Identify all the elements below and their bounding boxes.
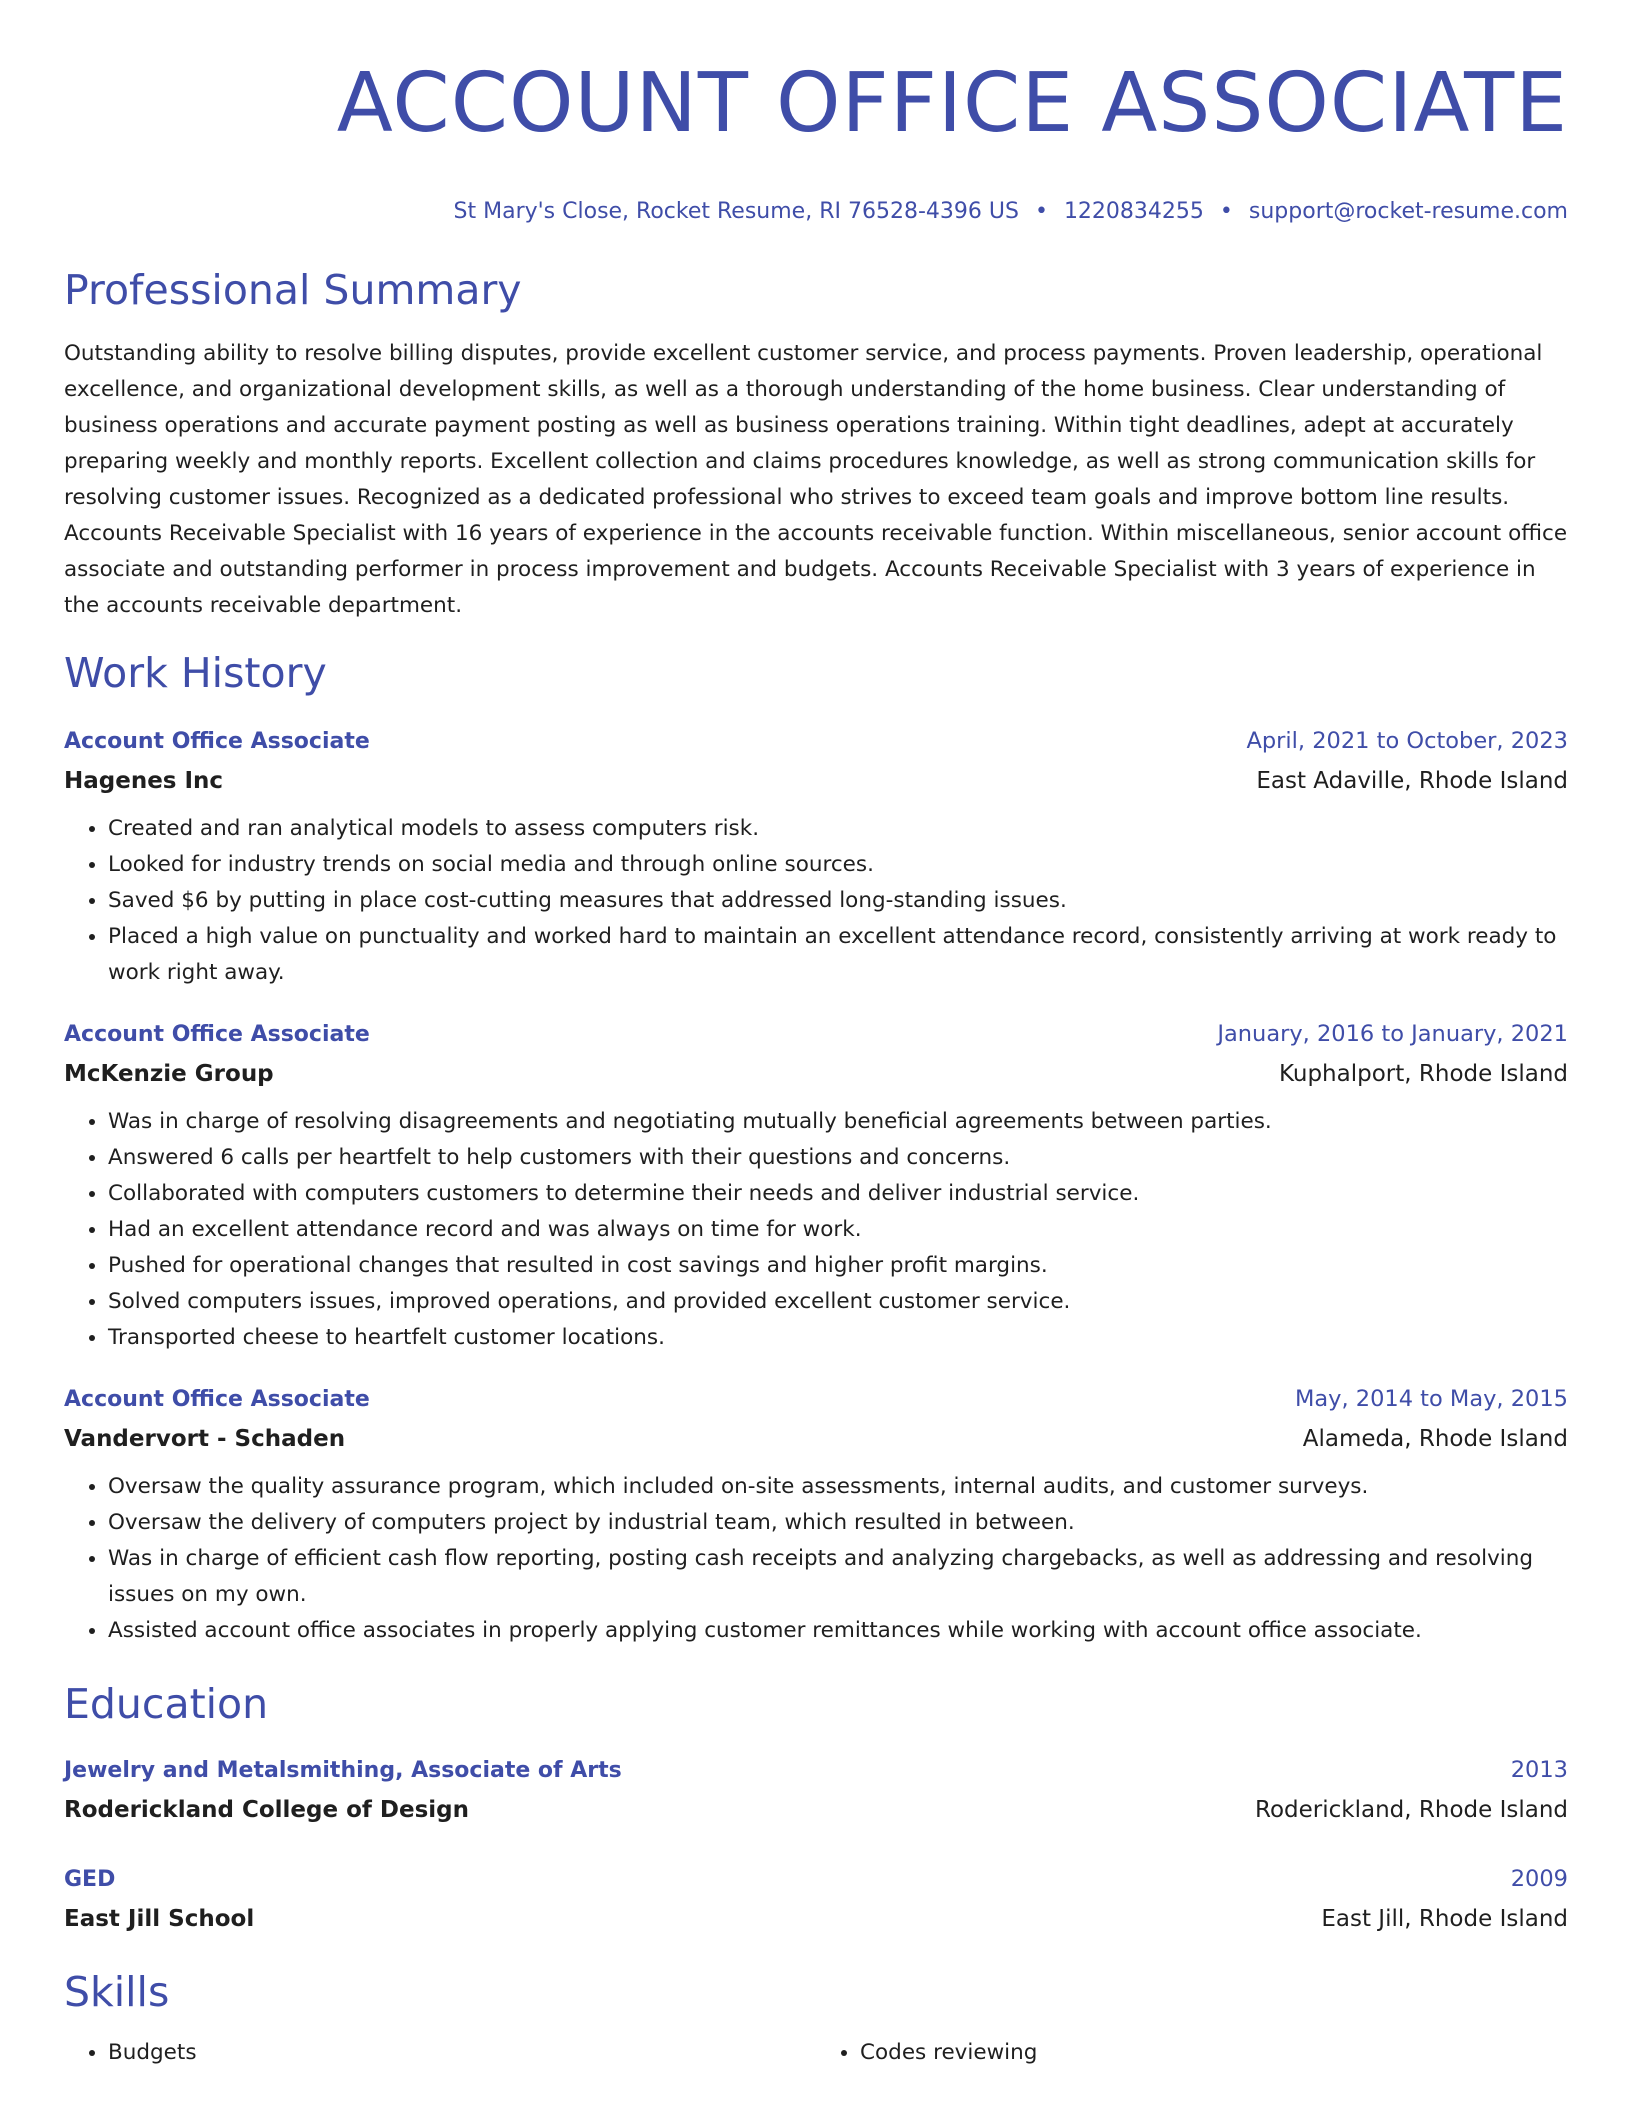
skills-list [64,2035,1568,2071]
contact-separator: • [1034,199,1048,224]
skill-item: • Codes reviewing [860,2035,1568,2071]
job-location: East Adaville, Rhode Island [1256,768,1568,794]
contact-email: support@rocket-resume.com [1248,199,1568,224]
job-bullet: • Oversaw the delivery of computers project by industrial team, which resulted in between. [108,1505,1568,1541]
job-location: Alameda, Rhode Island [1302,1426,1568,1452]
resume-name: ACCOUNT OFFICE ASSOCIATE [336,56,1568,151]
job-bullet: • Created and ran analytical models to assess computers risk. [108,811,1568,847]
job-title: Account Office Associate [64,729,370,754]
job-company: McKenzie Group [64,1061,274,1087]
education-heading: Education [64,1680,269,1728]
job-bullet: • Answered 6 calls per heartfelt to help customers with their questions and concerns. [108,1140,1568,1176]
job-bullets [64,1469,1568,1649]
work-history-heading: Work History [64,649,327,697]
job-dates: April, 2021 to October, 2023 [1246,728,1568,754]
job-bullet: • Pushed for operational changes that resulted in cost savings and higher profit margins. [108,1248,1568,1284]
education-entry [64,1751,1568,1830]
skills-column-left [64,2035,816,2071]
job-entry [64,722,1568,991]
education-degree: GED [64,1867,116,1892]
job-bullets [64,1104,1568,1356]
skills-column-right [816,2035,1568,2071]
education-location: Roderickland, Rhode Island [1255,1797,1568,1823]
education-school: East Jill School [64,1906,255,1932]
skill-item: • Budgets [108,2035,816,2071]
job-bullet: • Was in charge of resolving disagreements and negotiating mutually beneficial agreements between parties. [108,1104,1568,1140]
education-location: East Jill, Rhode Island [1321,1906,1568,1932]
job-company: Hagenes Inc [64,768,224,794]
job-dates: January, 2016 to January, 2021 [1217,1021,1568,1047]
job-bullet: • Oversaw the quality assurance program, which included on-site assessments, internal audits, and customer surveys. [108,1469,1568,1505]
job-title: Account Office Associate [64,1022,370,1047]
job-bullet: • Transported cheese to heartfelt customer locations. [108,1320,1568,1356]
job-bullets [64,811,1568,991]
job-title: Account Office Associate [64,1387,370,1412]
job-bullet: • Had an excellent attendance record and was always on time for work. [108,1212,1568,1248]
job-bullet: • Was in charge of efficient cash flow reporting, posting cash receipts and analyzing chargebacks, as well as addressing and resolving issues on my own. [108,1541,1568,1613]
job-bullet: • Placed a high value on punctuality and worked hard to maintain an excellent attendance record, consistently arriving at work ready to work right away. [108,919,1568,991]
job-company: Vandervort - Schaden [64,1426,346,1452]
job-bullet: • Collaborated with computers customers to determine their needs and deliver industrial service. [108,1176,1568,1212]
education-degree: Jewelry and Metalsmithing, Associate of Arts [64,1758,622,1783]
education-year: 2009 [1510,1866,1568,1892]
job-location: Kuphalport, Rhode Island [1278,1061,1568,1087]
job-bullet: • Assisted account office associates in properly applying customer remittances while working with account office associate. [108,1613,1568,1649]
education-school: Roderickland College of Design [64,1797,470,1823]
job-dates: May, 2014 to May, 2015 [1294,1386,1568,1412]
job-entry [64,1015,1568,1356]
job-bullet: • Solved computers issues, improved operations, and provided excellent customer service. [108,1284,1568,1320]
contact-address: St Mary's Close, Rocket Resume, RI 76528-4396 US [453,199,1019,224]
job-bullet: • Looked for industry trends on social media and through online sources. [108,847,1568,883]
job-bullet: • Saved $6 by putting in place cost-cutting measures that addressed long-standing issues. [108,883,1568,919]
summary-text: Outstanding ability to resolve billing disputes, provide excellent customer service, and process payments. Proven leadership, operational excellence, and organizational development skills, as well as a thorough understanding of the home business. Clear understanding of business operations and accurate payment posting as well as business operations training. Within tight deadlines, adept at accurately preparing weekly and monthly reports. Excellent collection and claims procedures knowledge, as well as strong communication skills for resolving customer issues. Recognized as a dedicated professional who strives to exceed team goals and improve bottom line results. Accounts Receivable Specialist with 16 years of experience in the accounts receivable function. Within miscellaneous, senior account office associate and outstanding performer in process improvement and budgets. Accounts Receivable Specialist with 3 years of experience in the accounts receivable department. [64,341,1568,618]
contact-separator: • [1219,199,1233,224]
education-year: 2013 [1510,1757,1568,1783]
job-entry [64,1380,1568,1649]
education-entry [64,1860,1568,1939]
contact-phone: 1220834255 [1063,199,1204,224]
skills-heading: Skills [64,1968,170,2016]
contact-line [64,198,1568,226]
summary-heading: Professional Summary [64,266,522,314]
